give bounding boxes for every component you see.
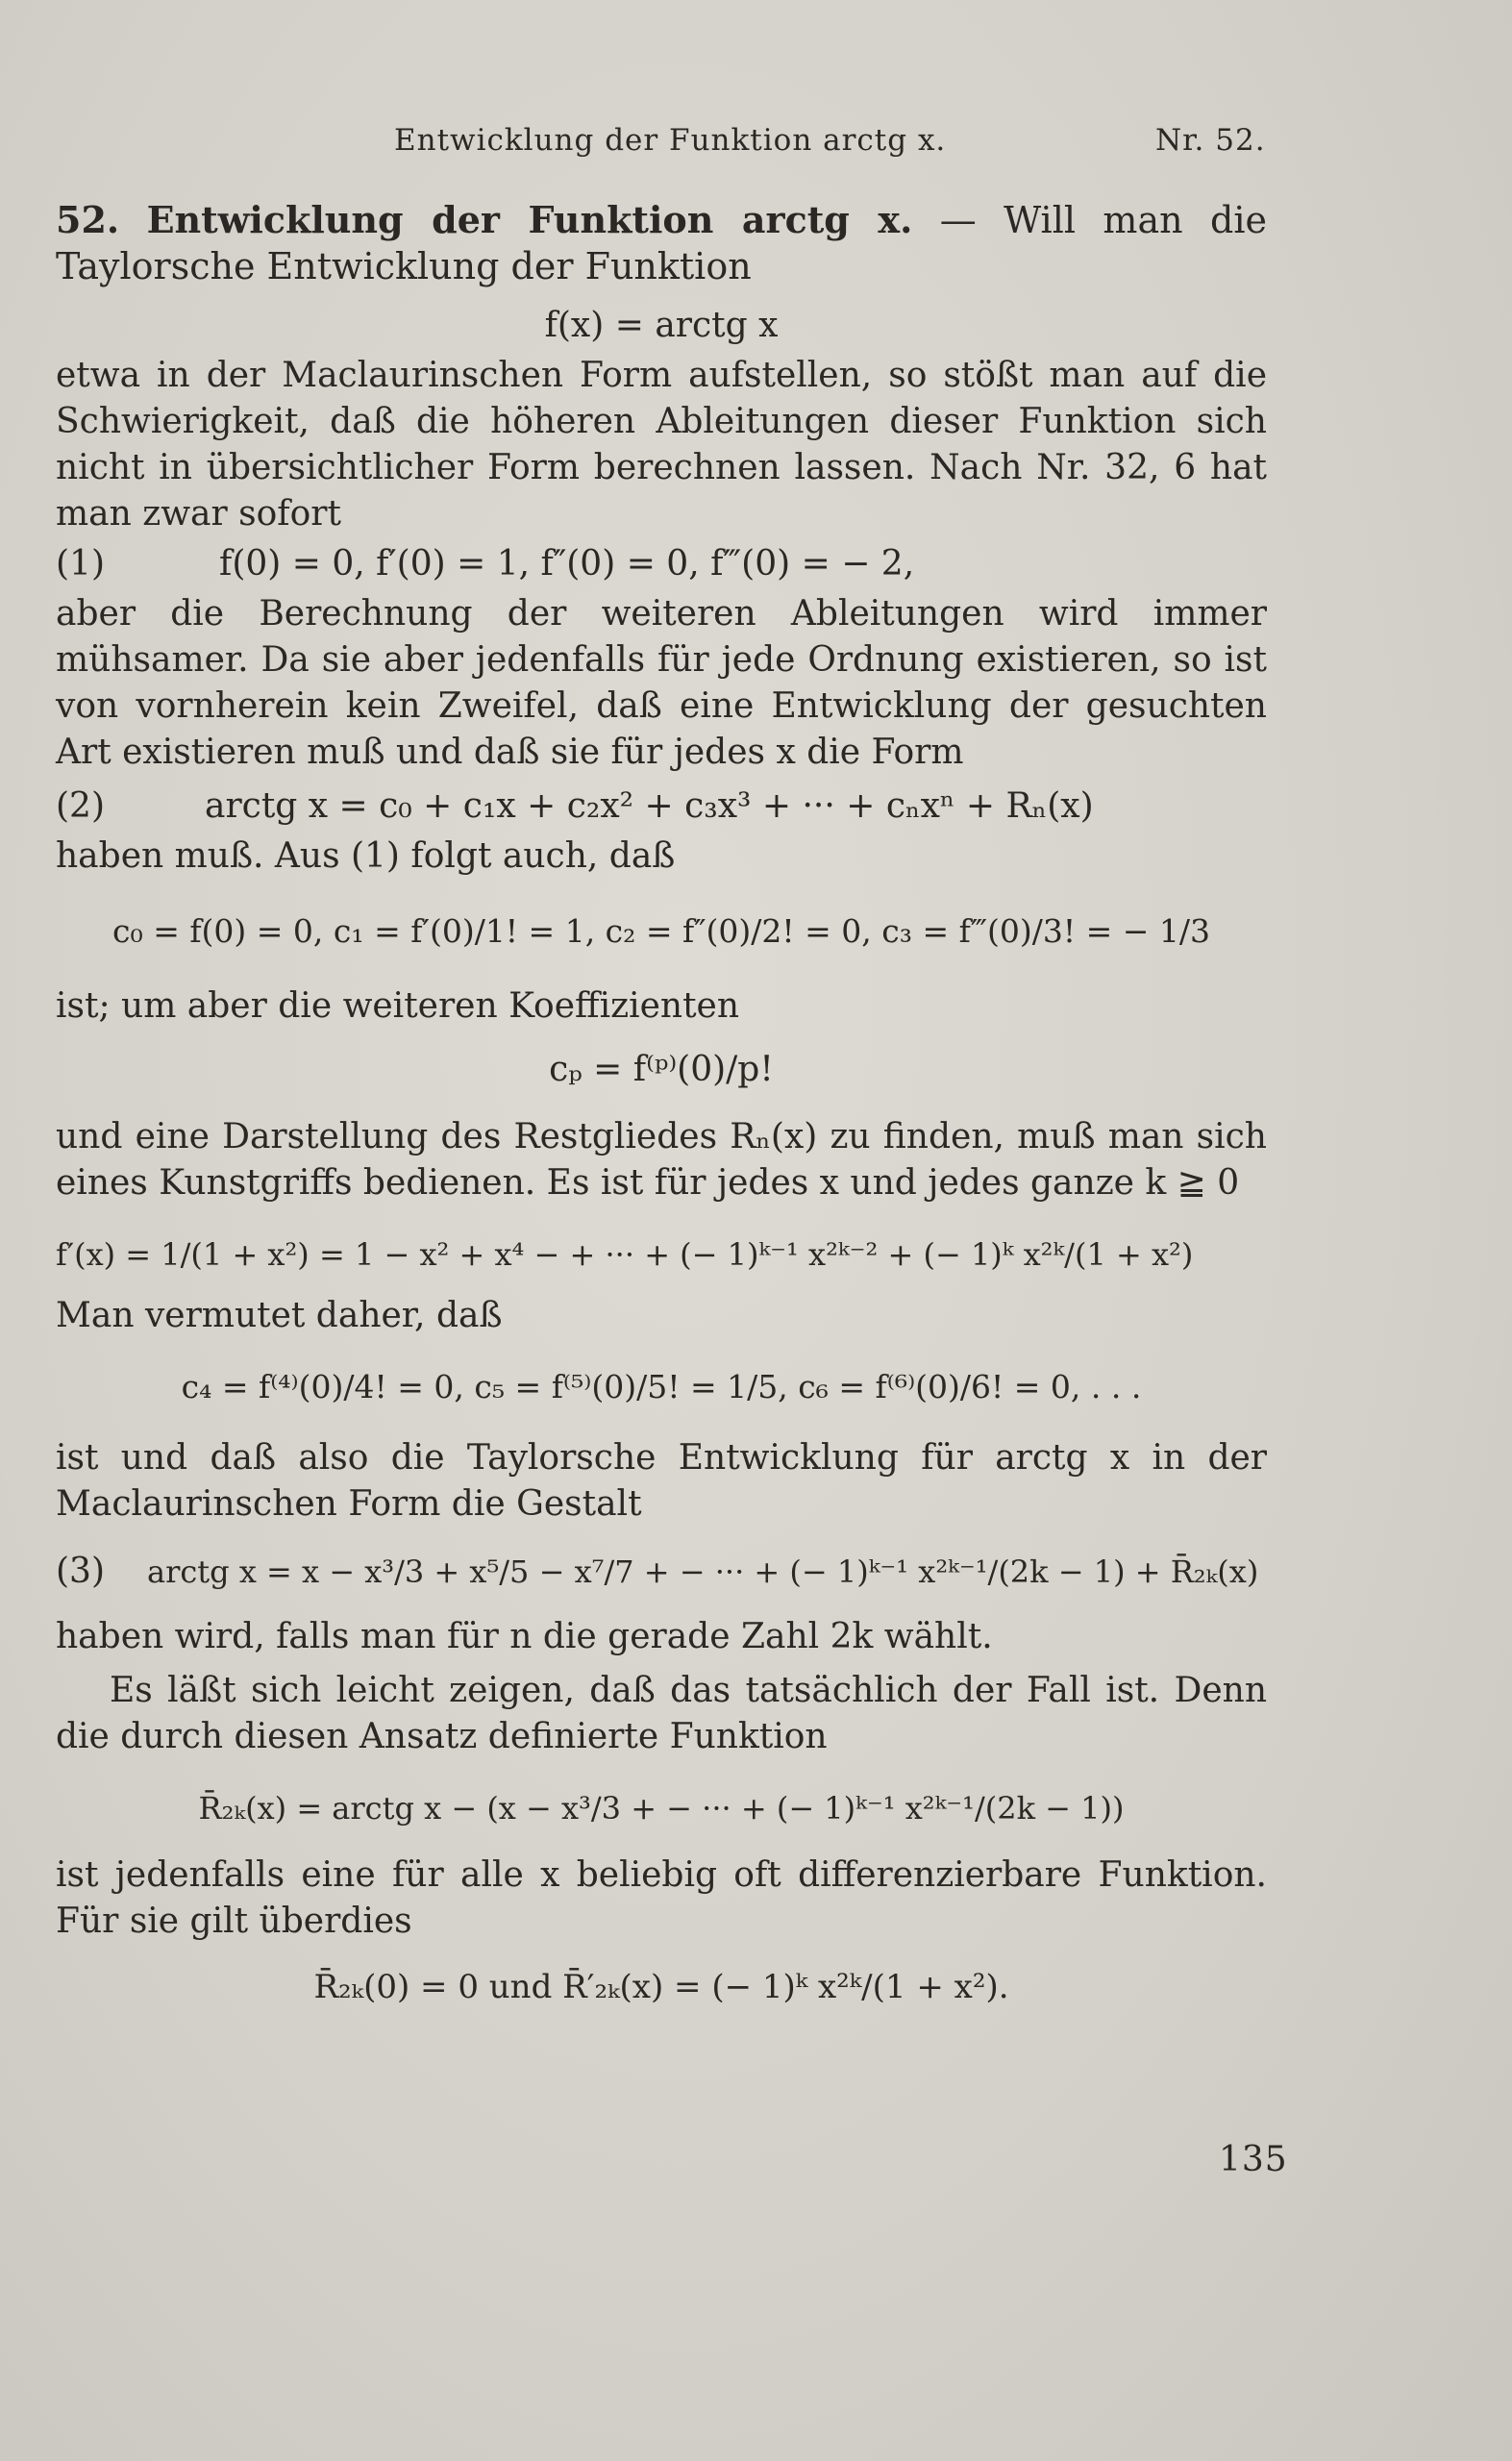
paragraph-8: haben wird, falls man für n die gerade Zahl 2k wählt. <box>56 1617 993 1656</box>
equation-1 <box>56 541 1267 591</box>
equation-final: R̄₂ₖ(0) = 0 und R̄′₂ₖ(x) = (− 1)ᵏ x²ᵏ/(1 + x²). <box>313 1968 1009 2006</box>
equation-f-def: f(x) = arctg x <box>544 306 779 345</box>
equation-fprime: f′(x) = 1/(1 + x²) = 1 − x² + x⁴ − + ··· + (− 1)ᵏ⁻¹ x²ᵏ⁻² + (− 1)ᵏ x²ᵏ/(1 + x²) <box>56 1236 1194 1273</box>
paragraph-9: Es läßt sich leicht zeigen, daß das tatsächlich der Fall ist. Denn die durch diesen Ansatz definierte Funktion <box>56 1671 1267 1756</box>
paragraph-5: und eine Darstellung des Restgliedes Rₙ(x) zu finden, muß man sich eines Kunstgriffs bedienen. Es ist für jedes x und jedes ganze k ≧ 0 <box>56 1117 1267 1203</box>
paragraph-6: Man vermutet daher, daß <box>56 1296 503 1335</box>
equation-coefficients: c₀ = f(0) = 0, c₁ = f′(0)/1! = 1, c₂ = f″(0)/2! = 0, c₃ = f‴(0)/3! = − 1/3 <box>112 912 1210 950</box>
paragraph-1: etwa in der Maclaurinschen Form aufstellen, so stößt man auf die Schwierigkeit, daß die höheren Ableitungen dieser Funktion sich nicht in übersichtlicher Form berechnen lassen. Nach Nr. 32, 6 hat man zwar sofort <box>56 356 1267 534</box>
paragraph-10: ist jedenfalls eine für alle x beliebig oft differenzierbare Funktion. Für sie gilt überdies <box>56 1855 1267 1941</box>
section-heading-paragraph <box>56 197 1267 289</box>
equation-2 <box>56 783 1267 833</box>
paragraph-7: ist und daß also die Taylorsche Entwicklung für arctg x in der Maclaurinschen Form die Gestalt <box>56 1438 1267 1524</box>
paragraph-3: haben muß. Aus (1) folgt auch, daß <box>56 836 676 876</box>
section-number: 52. <box>56 198 120 241</box>
equation-1-label: (1) <box>56 544 105 584</box>
equation-1-body: f(0) = 0, f′(0) = 1, f″(0) = 0, f‴(0) = − 2, <box>219 544 915 584</box>
running-head-title: Entwicklung der Funktion arctg x. <box>394 123 947 158</box>
paragraph-2: aber die Berechnung der weiteren Ableitungen wird immer mühsamer. Da sie aber jedenfalls für jede Ordnung existieren, so ist von vornherein kein Zweifel, daß eine Entwicklung der gesuchten Art existieren muß und daß sie für jedes x die Form <box>56 594 1267 772</box>
equation-rbar: R̄₂ₖ(x) = arctg x − (x − x³/3 + − ··· + (− 1)ᵏ⁻¹ x²ᵏ⁻¹/(2k − 1)) <box>198 1790 1125 1827</box>
section-intro: — Will man die Taylorsche Entwicklung der Funktion <box>56 199 1267 287</box>
running-head-number: Nr. 52. <box>1155 123 1266 158</box>
section-title: Entwicklung der Funktion arctg x. <box>146 198 913 241</box>
equation-3 <box>56 1549 1267 1599</box>
equation-3-label: (3) <box>56 1552 105 1591</box>
equation-2-body: arctg x = c₀ + c₁x + c₂x² + c₃x³ + ··· + cₙxⁿ + Rₙ(x) <box>205 786 1094 826</box>
equation-c456: c₄ = f⁽⁴⁾(0)/4! = 0, c₅ = f⁽⁵⁾(0)/5! = 1/5, c₆ = f⁽⁶⁾(0)/6! = 0, . . . <box>181 1368 1142 1405</box>
page-number: 135 <box>1219 2140 1288 2179</box>
page-body <box>56 197 1267 2014</box>
equation-2-label: (2) <box>56 786 105 826</box>
equation-cp: cₚ = f⁽ᵖ⁾(0)/p! <box>549 1050 774 1089</box>
paragraph-4: ist; um aber die weiteren Koeffizienten <box>56 986 740 1026</box>
equation-3-body: arctg x = x − x³/3 + x⁵/5 − x⁷/7 + − ··· + (− 1)ᵏ⁻¹ x²ᵏ⁻¹/(2k − 1) + R̄₂ₖ(x) <box>147 1554 1259 1590</box>
